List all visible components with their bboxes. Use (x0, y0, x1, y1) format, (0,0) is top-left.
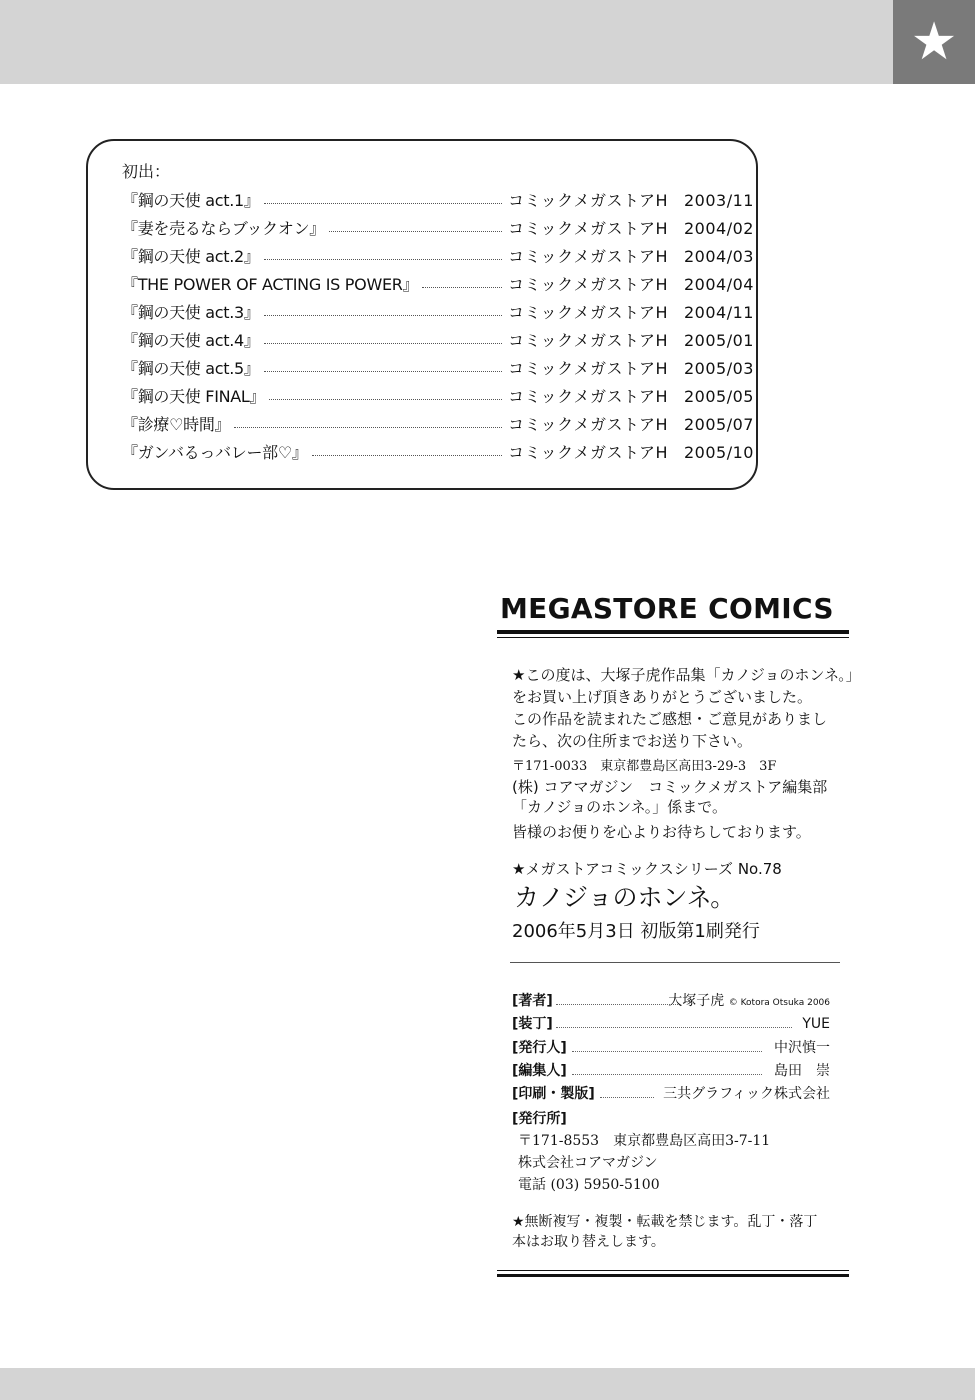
first-appearance-row (122, 357, 754, 381)
dot-leader (572, 1074, 762, 1075)
credit-key: [印刷・製版] (512, 1086, 595, 1102)
publisher-heading: [発行所] (512, 1111, 567, 1127)
credit-value: 三共グラフィック株式会社 (663, 1086, 830, 1102)
dot-leader (556, 1004, 680, 1005)
issue-date: 2004/03 (684, 247, 754, 266)
notice-line: ★無断複写・複製・転載を禁じます。乱丁・落丁 (512, 1214, 818, 1230)
dot-leader (572, 1051, 762, 1052)
magazine-name: コミックメガストアH (508, 275, 669, 294)
dot-leader (269, 399, 502, 400)
dot-leader (264, 371, 502, 372)
message-line: ★この度は、大塚子虎作品集「カノジョのホンネ。」 (512, 666, 861, 684)
publisher-name: 株式会社コアマガジン (518, 1155, 658, 1171)
magazine-name: コミックメガストアH (508, 443, 669, 462)
credit-key: [著者] (512, 993, 553, 1009)
book-title: カノジョのホンネ。 (514, 883, 736, 912)
credit-value: 中沢慎一 (774, 1040, 830, 1056)
issue-date: 2004/02 (684, 219, 754, 238)
credit-value: 大塚子虎 © Kotora Otsuka 2006 (668, 993, 830, 1009)
credit-row-author (512, 990, 830, 1012)
dot-leader (556, 1027, 792, 1028)
work-title: 『鋼の天使 act.4』 (122, 331, 260, 350)
bottom-gray-band (0, 1368, 975, 1400)
series-label: ★メガストアコミックスシリーズ No.78 (512, 860, 782, 878)
credit-key: [編集人] (512, 1063, 567, 1079)
edition-date: 2006年5月3日 初版第1刷発行 (512, 921, 760, 942)
magazine-name: コミックメガストアH (508, 247, 669, 266)
dot-leader (422, 287, 502, 288)
divider (510, 962, 840, 963)
corner-star-box (893, 0, 975, 84)
issue-date: 2005/05 (684, 387, 754, 406)
work-title: 『妻を売るならブックオン』 (122, 219, 325, 238)
brand-logo: MEGASTORE COMICS (500, 592, 834, 625)
brand-rule-thin (497, 637, 849, 638)
work-title: 『診療♡時間』 (122, 415, 231, 434)
magazine-name: コミックメガストアH (508, 331, 669, 350)
credit-row-publisher-person (512, 1037, 830, 1059)
message-line: たら、次の住所までお送り下さい。 (512, 732, 753, 750)
first-appearance-heading: 初出： (122, 162, 171, 181)
dot-leader (600, 1097, 654, 1098)
dot-leader (264, 343, 502, 344)
address-line: (株) コアマガジン コミックメガストア編集部 (512, 778, 828, 796)
first-appearance-row (122, 413, 754, 437)
dot-leader (264, 259, 502, 260)
credit-key: [装丁] (512, 1016, 553, 1032)
issue-date: 2004/11 (684, 303, 754, 322)
credit-row-printing (512, 1083, 830, 1105)
magazine-name: コミックメガストアH (508, 415, 669, 434)
first-appearance-row (122, 329, 754, 353)
issue-date: 2004/04 (684, 275, 754, 294)
work-title: 『鋼の天使 FINAL』 (122, 387, 266, 406)
publisher-address: 〒171-8553 東京都豊島区高田3-7-11 (518, 1133, 771, 1149)
star-icon: ★ (910, 12, 958, 72)
magazine-name: コミックメガストアH (508, 191, 669, 210)
first-appearance-row (122, 385, 754, 409)
first-appearance-row (122, 441, 754, 465)
work-title: 『鋼の天使 act.3』 (122, 303, 260, 322)
credit-value: 島田 崇 (774, 1063, 830, 1079)
first-appearance-row (122, 301, 754, 325)
issue-date: 2005/07 (684, 415, 754, 434)
work-title: 『THE POWER OF ACTING IS POWER』 (122, 275, 419, 294)
notice-line: 本はお取り替えします。 (512, 1234, 665, 1250)
magazine-name: コミックメガストアH (508, 219, 669, 238)
publisher-phone: 電話 (03) 5950-5100 (518, 1177, 660, 1193)
credit-row-editor (512, 1060, 830, 1082)
message-line: この作品を読まれたご感想・ご意見がありまし (512, 710, 828, 728)
first-appearance-row (122, 245, 754, 269)
dot-leader (329, 231, 502, 232)
magazine-name: コミックメガストアH (508, 303, 669, 322)
dot-leader (234, 427, 502, 428)
credit-row-design (512, 1013, 830, 1035)
work-title: 『ガンバるっバレー部♡』 (122, 443, 308, 462)
work-title: 『鋼の天使 act.2』 (122, 247, 260, 266)
issue-date: 2003/11 (684, 191, 754, 210)
dot-leader (264, 203, 502, 204)
first-appearance-row (122, 273, 754, 297)
copyright-note: © Kotora Otsuka 2006 (728, 998, 830, 1008)
end-rule-thin (497, 1270, 849, 1271)
address-line: 〒171-0033 東京都豊島区高田3-29-3 3F (512, 759, 777, 774)
end-rule-thick (497, 1274, 849, 1277)
issue-date: 2005/10 (684, 443, 754, 462)
first-appearance-row (122, 189, 754, 213)
dot-leader (312, 455, 502, 456)
address-line: 「カノジョのホンネ。」係まで。 (512, 798, 727, 816)
brand-rule (497, 630, 849, 634)
credit-key: [発行人] (512, 1040, 567, 1056)
issue-date: 2005/03 (684, 359, 754, 378)
credit-value: YUE (802, 1016, 830, 1032)
magazine-name: コミックメガストアH (508, 387, 669, 406)
work-title: 『鋼の天使 act.1』 (122, 191, 260, 210)
magazine-name: コミックメガストアH (508, 359, 669, 378)
dot-leader (264, 315, 502, 316)
first-appearance-row (122, 217, 754, 241)
message-line: をお買い上げ頂きありがとうございました。 (512, 688, 813, 706)
first-appearance-box (86, 139, 758, 490)
issue-date: 2005/01 (684, 331, 754, 350)
closing-line: 皆様のお便りを心よりお待ちしております。 (512, 823, 811, 841)
work-title: 『鋼の天使 act.5』 (122, 359, 260, 378)
top-gray-band (0, 0, 893, 84)
